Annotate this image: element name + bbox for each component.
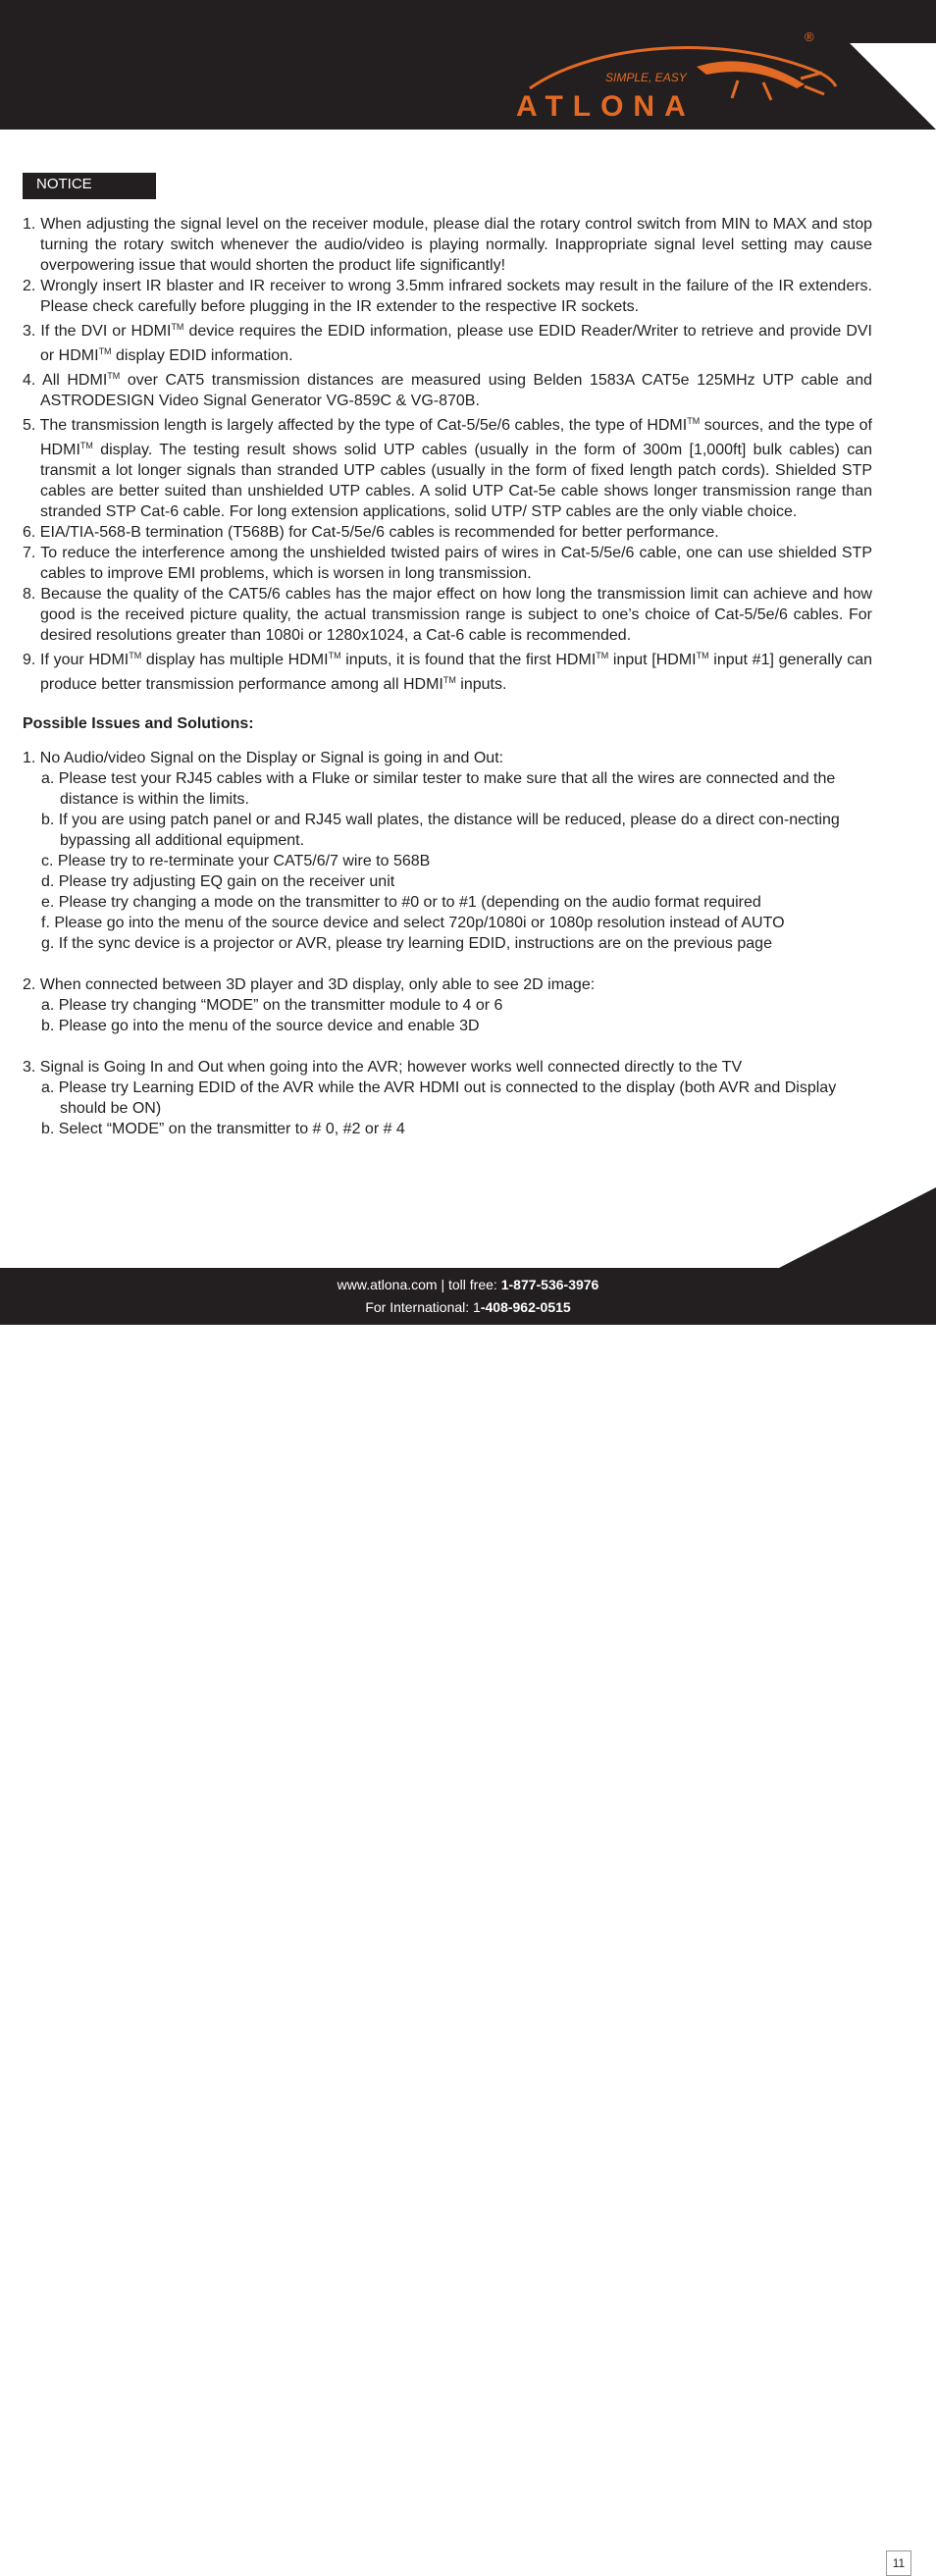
notice-item-text: If the DVI or HDMI xyxy=(40,323,172,340)
notice-item xyxy=(23,522,872,543)
issue-solution: e. Please try changing a mode on the transmitter to #0 or to #1 (depending on the audio format required xyxy=(41,894,761,911)
notice-item-text: All HDMI xyxy=(42,372,108,389)
notice-label: NOTICE xyxy=(23,173,156,199)
trademark-mark: TM xyxy=(442,675,456,685)
issue-title: 1. No Audio/video Signal on the Display or Signal is going in and Out: xyxy=(23,750,504,766)
intl-number: -408-962-0515 xyxy=(480,1299,571,1315)
notice-list xyxy=(23,214,872,695)
notice-item-text: EIA/TIA-568-B termination (T568B) for Cat-5/5e/6 cables is recommended for better performance. xyxy=(39,524,719,541)
notice-item-text: The transmission length is largely affected by the type of Cat-5/5e/6 cables, the type of HDMI xyxy=(39,417,688,434)
trademark-mark: TM xyxy=(79,441,93,450)
issues-title: Possible Issues and Solutions: xyxy=(23,715,254,732)
footer-corner xyxy=(779,1187,936,1268)
notice-item-number: 1. xyxy=(23,216,41,233)
notice-item-text: display. The testing result shows solid UTP cables (usually in the form of 300m [1,000ft] bulk cables) can transmit a lot longer signals than stranded UTP cables (usually in the form of fixed length patch cords). Shielded STP cables are better suited than unshielded UTP cables. A solid UTP Cat-5e cable shows longer transmission range than stranded STP Cat-6 cable. For long extension applications, solid UTP/ STP cables are the only viable choice. xyxy=(40,442,872,520)
notice-item-text: Wrongly insert IR blaster and IR receiver to wrong 3.5mm infrared sockets may result in the failure of the IR extenders. Please check carefully before plugging in the IR extender to the respective IR sockets. xyxy=(40,278,872,315)
page-header xyxy=(0,0,936,130)
trademark-mark: TM xyxy=(328,651,341,660)
notice-item-text: sources, and the type of HDMI xyxy=(40,417,873,458)
notice-item-text: If your HDMI xyxy=(40,652,130,668)
header-corner-cut xyxy=(850,43,936,130)
svg-text:ATLONA: ATLONA xyxy=(516,90,696,123)
issues-list xyxy=(23,748,872,1139)
trademark-mark: TM xyxy=(687,416,701,426)
notice-item xyxy=(23,584,872,646)
notice-item-number: 3. xyxy=(23,323,41,340)
notice-item-text: input [HDMI xyxy=(608,652,697,668)
notice-item-number: 4. xyxy=(23,372,43,389)
registered-mark: ® xyxy=(805,29,814,44)
issue-solution: b. Please go into the menu of the source device and enable 3D xyxy=(41,1018,480,1034)
footer-line-2 xyxy=(0,1298,936,1316)
notice-item-text: over CAT5 transmission distances are measured using Belden 1583A CAT5e 125MHz UTP cable and ASTRODESIGN Video Signal Generator VG-859C & VG-870B. xyxy=(40,372,872,409)
issue-title: 2. When connected between 3D player and 3D display, only able to see 2D image: xyxy=(23,976,596,993)
issue-solution: b. If you are using patch panel or and RJ45 wall plates, the distance will be reduced, please do a direct con-necting bypassing all additional equipment. xyxy=(41,812,840,849)
notice-item xyxy=(23,366,872,411)
notice-item-text: display EDID information. xyxy=(111,347,293,364)
issue-solution: a. Please test your RJ45 cables with a Fluke or similar tester to make sure that all the wires are connected and the distance is within the limits. xyxy=(41,770,836,808)
notice-item-text: To reduce the interference among the unshielded twisted pairs of wires in Cat-5/5e/6 cable, one can use shielded STP cables to improve EMI problems, which is worsen in long transmission. xyxy=(40,545,873,582)
footer-separator: | toll free: xyxy=(437,1277,501,1292)
notice-item-number: 5. xyxy=(23,417,40,434)
notice-item xyxy=(23,214,872,276)
page-number: 11 xyxy=(886,2550,911,2576)
notice-item-text: device requires the EDID information, please use EDID Reader/Writer to retrieve and provide DVI or HDMI xyxy=(40,323,872,364)
issue-solution: a. Please try Learning EDID of the AVR while the AVR HDMI out is connected to the display (both AVR and Display should be ON) xyxy=(41,1079,837,1117)
notice-item xyxy=(23,543,872,584)
trademark-mark: TM xyxy=(596,651,609,660)
notice-item xyxy=(23,276,872,317)
notice-item-number: 2. xyxy=(23,278,41,294)
notice-item-number: 8. xyxy=(23,586,41,603)
issue-solution: a. Please try changing “MODE” on the transmitter module to 4 or 6 xyxy=(41,997,503,1014)
trademark-mark: TM xyxy=(696,651,709,660)
website-link[interactable]: www.atlona.com xyxy=(337,1277,438,1292)
notice-item-text: display has multiple HDMI xyxy=(141,652,329,668)
notice-item xyxy=(23,646,872,695)
issue-spacer xyxy=(23,1036,872,1057)
intl-label: For International: 1 xyxy=(365,1299,481,1315)
notice-item-text: Because the quality of the CAT5/6 cables has the major effect on how long the transmission limit can achieve and how good is the received picture quality, the actual transmission range is subject to one’s choice of Cat-5/5e/6 cables. For desired resolutions greater than 1080i or 1280x1024, a Cat-6 cable is recommended. xyxy=(40,586,872,644)
trademark-mark: TM xyxy=(107,371,121,381)
notice-item xyxy=(23,411,872,522)
issue-solution: f. Please go into the menu of the source device and select 720p/1080i or 1080p resolution instead of AUTO xyxy=(41,915,785,931)
tagline: SIMPLE, EASY xyxy=(605,71,687,84)
issue-solution: b. Select “MODE” on the transmitter to # 0, #2 or # 4 xyxy=(41,1121,405,1137)
notice-item xyxy=(23,317,872,366)
trademark-mark: TM xyxy=(171,322,184,332)
footer-line-1 xyxy=(0,1276,936,1293)
notice-item-number: 7. xyxy=(23,545,41,561)
issue-title: 3. Signal is Going In and Out when going into the AVR; however works well connected directly to the TV xyxy=(23,1059,743,1076)
issue-spacer xyxy=(23,954,872,974)
issue-solution: c. Please try to re-terminate your CAT5/6/7 wire to 568B xyxy=(41,853,431,869)
tollfree-number: 1-877-536-3976 xyxy=(500,1277,599,1292)
notice-item-text: input #1] generally can produce better transmission performance among all HDMI xyxy=(40,652,872,693)
notice-item-text: When adjusting the signal level on the receiver module, please dial the rotary control switch from MIN to MAX and stop turning the rotary switch whenever the audio/video is playing normally. Inappropriate signal level setting may cause overpowering issue that would shorten the product life significantly! xyxy=(40,216,872,274)
page-footer xyxy=(0,1268,936,2570)
issue-solution: g. If the sync device is a projector or AVR, please try learning EDID, instructions are on the previous page xyxy=(41,935,772,952)
trademark-mark: TM xyxy=(129,651,142,660)
notice-item-text: inputs, it is found that the first HDMI xyxy=(340,652,597,668)
notice-item-text: inputs. xyxy=(455,676,507,693)
page-content xyxy=(23,214,872,1139)
trademark-mark: TM xyxy=(98,346,112,356)
issue-solution: d. Please try adjusting EQ gain on the receiver unit xyxy=(41,873,395,890)
notice-item-number: 6. xyxy=(23,524,40,541)
notice-item-number: 9. xyxy=(23,652,41,668)
